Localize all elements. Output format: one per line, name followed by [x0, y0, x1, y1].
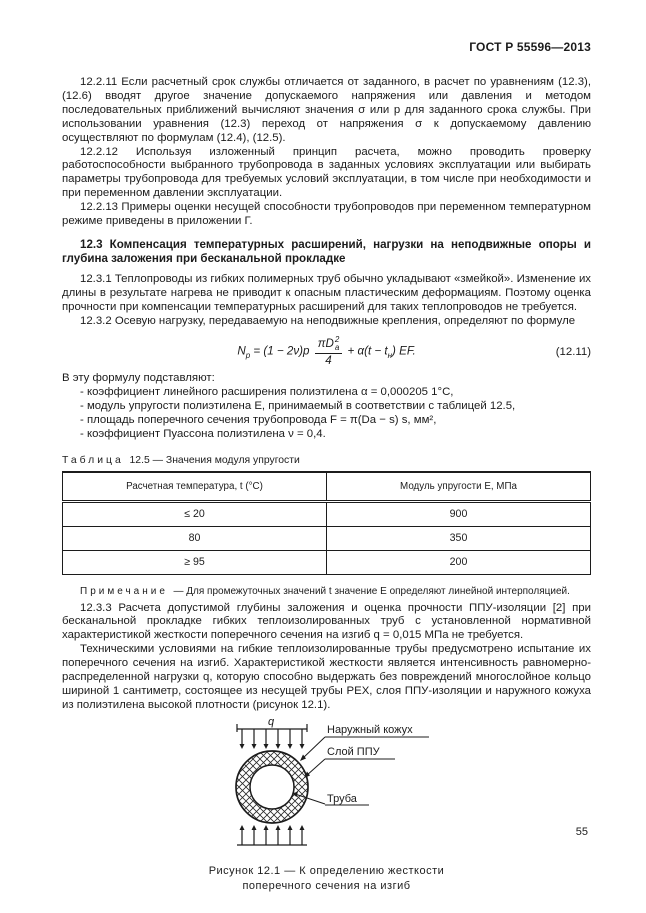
note-word: Примечание: [80, 585, 168, 597]
paragraph-12-3-2: 12.3.2 Осевую нагрузку, передаваемую на неподвижные крепления, определяют по формуле: [80, 315, 576, 328]
table-header-row: [63, 472, 591, 502]
page-number: 55: [575, 826, 588, 838]
table-row: [63, 501, 591, 526]
figure-drawing: [197, 717, 457, 853]
list-item: - площадь поперечного сечения трубопровода F = π(Dа − s) s, мм²,: [80, 413, 437, 426]
table-row: [63, 550, 591, 574]
section-heading-12-3: 12.3 Компенсация температурных расширений, нагрузки на неподвижные опоры и глубина заложения при бесканальной прокладке: [62, 237, 591, 266]
pipe-label: Труба: [326, 792, 357, 805]
equation-number: (12.11): [555, 345, 591, 358]
paragraph-12-3-1: 12.3.1 Теплопроводы из гибких полимерных труб обычно укладывают «змейкой». Изменение их длины в результате нагрева не приводит к опасным пластическим деформациям. Поэтому оценка прочности при компенсации температурных расширений для таких теплопроводов не требуется.: [62, 273, 591, 314]
formula-tail: + α(t − t: [347, 344, 388, 358]
page-content: [62, 40, 591, 894]
paragraph-12-2-12: 12.2.12 Используя изложенный принцип расчета, можно проводить проверку работоспособности выбранного трубопровода в заданных условиях эксплуатации или выбирать параметры трубопровода для требуемых условий эксплуатации, в том числе при необходимости и при переменном давлении эксплуатации.: [62, 145, 591, 200]
table-row: [63, 526, 591, 550]
outer-casing-label: Наружный кожух: [326, 723, 413, 736]
formula-intro: В эту формулу подставляют:: [62, 372, 215, 384]
paragraph-12-3-3-cont: Техническими условиями на гибкие теплоизолированные трубы предусмотрено испытание их поперечного сечения на изгиб. Характеристикой жесткости является интенсивность равномерно-распределенной нагрузки q, которую способно выдержать без повреждений многослойное кольцо шириной 1 сантиметр, состоящее из несущей трубы РЕХ, слоя ППУ-изоляции и наружного кожуха из полиэтилена высокой плотности (рисунок 12.1).: [62, 643, 591, 711]
figure-caption-line1: Рисунок 12.1 — К определению жесткости: [208, 864, 445, 877]
table-caption-rest: 12.5 — Значения модуля упругости: [129, 454, 300, 466]
document-header: ГОСТ Р 55596—2013: [469, 40, 591, 54]
formula-fraction: [315, 336, 343, 367]
table-caption: [62, 455, 591, 466]
paragraph-12-3-3: 12.3.3 Расчета допустимой глубины заложения и оценка прочности ППУ-изоляции [2] при бесканальной прокладке гибких теплоизолированных труб с установленной нормативной характеристикой жесткости поперечного сечения на изгиб q = 0,015 МПа не требуется.: [62, 601, 591, 642]
table-caption-word: Таблица: [62, 454, 124, 466]
paragraph-12-2-11: 12.2.11 Если расчетный срок службы отличается от заданного, в расчет по уравнениям (12.3), (12.6) вводят другое значение допускаемого напряжения или давления и методом последовательных приближений вычисляют значения σ или p для заданного срока службы. При использовании уравнения (12.3) переход от напряжения σ к допускаемому давлению осуществляют по формулам (12.4), (12.5).: [62, 76, 591, 144]
figure-caption: [62, 864, 591, 894]
column-header-temperature: Расчетная температура, t (°С): [63, 472, 327, 502]
formula-eq: = (1 − 2ν)p: [250, 344, 310, 358]
column-header-modulus: Модуль упругости Е, МПа: [327, 472, 591, 502]
formula-12-11: [62, 336, 591, 367]
formula-lhs: N: [237, 344, 246, 358]
cell-modulus: 900: [327, 501, 591, 526]
q-load-label: q: [267, 716, 274, 728]
cell-modulus: 200: [327, 550, 591, 574]
table-note: [62, 586, 591, 597]
paragraph-12-2-13: 12.2.13 Примеры оценки несущей способности трубопроводов при переменном температурном режиме приведены в приложении Г.: [62, 201, 591, 228]
cell-temperature: ≥ 95: [63, 550, 327, 574]
cell-temperature: 80: [63, 526, 327, 550]
pipe-cross-section: [236, 751, 308, 823]
list-item: - коэффициент линейного расширения полиэтилена α = 0,000205 1°С,: [80, 385, 454, 398]
cell-modulus: 350: [327, 526, 591, 550]
callout-ppu-layer: [304, 746, 395, 778]
formula-tail-end: ) EF.: [392, 344, 416, 358]
formula-denominator: 4: [325, 354, 332, 367]
ppu-layer-label: Слой ППУ: [326, 745, 380, 758]
cell-temperature: ≤ 20: [63, 501, 327, 526]
load-arrows-bottom: [237, 825, 307, 845]
figure-12-1: [62, 717, 591, 894]
formula-numerator: πD 2 а: [315, 336, 343, 354]
figure-caption-line2: поперечного сечения на изгиб: [242, 879, 411, 892]
formula-tail-sub: н: [387, 350, 393, 360]
modulus-table: [62, 471, 591, 575]
substitution-list: [62, 386, 591, 442]
list-item: - модуль упругости полиэтилена Е, принимаемый в соответствии с таблицей 12.5,: [80, 399, 516, 412]
list-item: - коэффициент Пуассона полиэтилена ν = 0,4.: [80, 427, 326, 440]
formula-lhs-sub: р: [245, 350, 251, 360]
formula-d-supsub: 2 а: [334, 335, 340, 352]
note-text: — Для промежуточных значений t значение Е определяют линейной интерполяцией.: [173, 585, 570, 597]
